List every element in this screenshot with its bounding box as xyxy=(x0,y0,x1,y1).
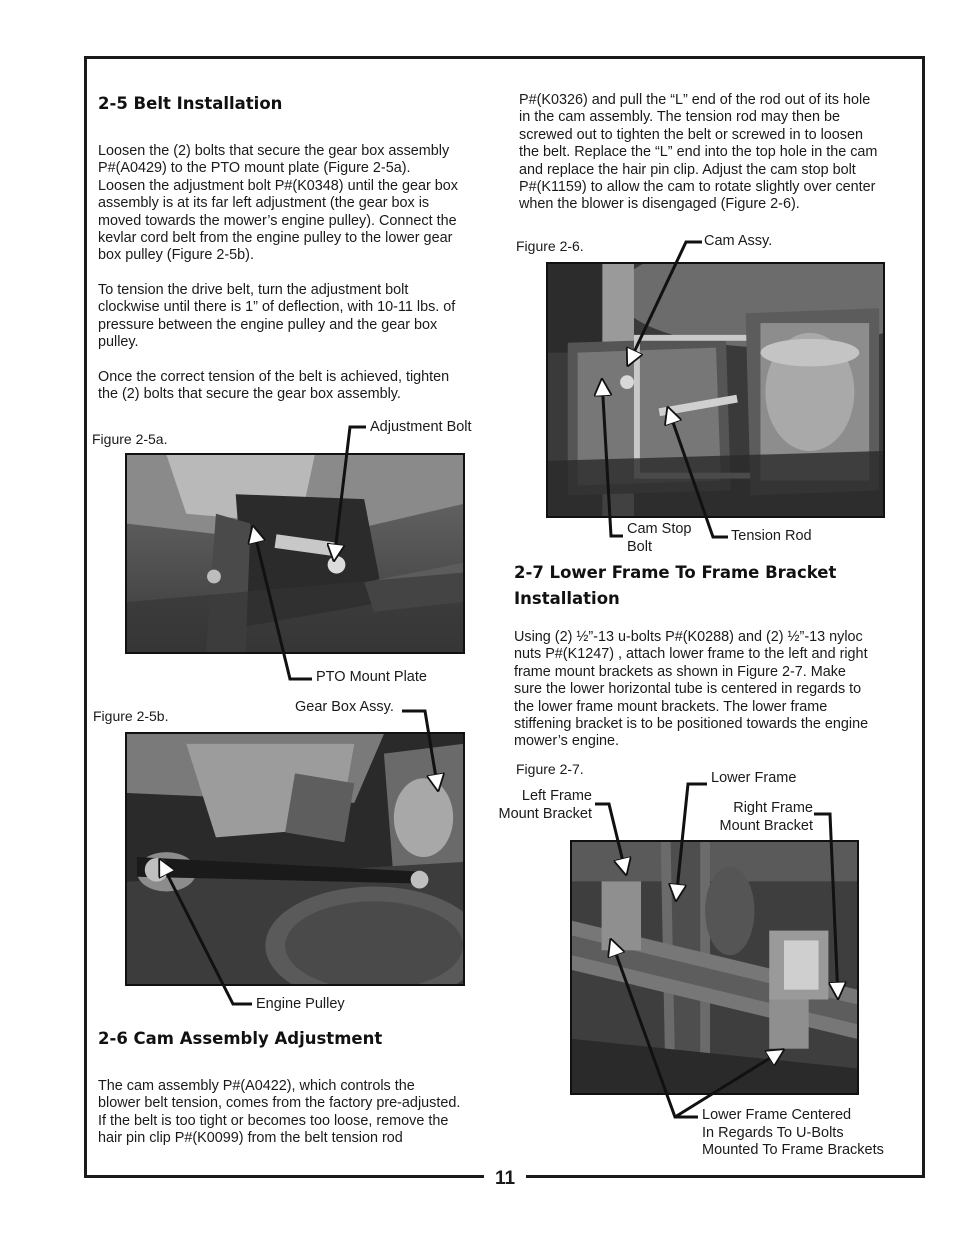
text-line: Using (2) ½”-13 u-bolts P#(K0288) and (2) ½”-13 nyloc xyxy=(514,629,863,645)
text-line: Left Frame xyxy=(521,788,592,804)
text-line: pulley. xyxy=(98,334,139,351)
text-line: Cam Stop xyxy=(627,521,692,537)
figure-2-6-illustration xyxy=(548,264,883,516)
text-line: stiffening bracket is to be positioned towards the engine xyxy=(514,716,869,733)
text-line: Loosen the (2) bolts that secure the gear box assembly xyxy=(98,143,450,159)
text-line: Once the correct tension of the belt is achieved, tighten xyxy=(98,369,450,385)
text-line: hair pin clip P#(K0099) from the belt tension rod xyxy=(98,1130,403,1147)
text-line: To tension the drive belt, turn the adjustment bolt xyxy=(98,282,409,298)
figure-2-5a-caption: Figure 2-5a. xyxy=(92,431,168,447)
text-line: P#(A0429) to the PTO mount plate (Figure 2-5a). xyxy=(98,160,411,177)
text-line: nuts P#(K1247) , attach lower frame to the left and right xyxy=(514,646,868,663)
text-line: in the cam assembly. The tension rod may then be xyxy=(519,109,841,126)
text-line: box pulley (Figure 2-5b). xyxy=(98,247,254,264)
section-2-7-paragraph-1 xyxy=(514,629,868,751)
figure-2-7-illustration xyxy=(572,842,857,1093)
text-line: sure the lower horizontal tube is centered in regards to xyxy=(514,681,862,698)
label-engine-pulley: Engine Pulley xyxy=(256,996,345,1012)
heading-line: Installation xyxy=(514,589,620,608)
text-line: The cam assembly P#(A0422), which controls the xyxy=(98,1078,415,1094)
figure-2-6-caption: Figure 2-6. xyxy=(516,238,584,254)
section-2-5-paragraph-3 xyxy=(98,369,449,404)
text-line: blower belt tension, comes from the factory pre-adjusted. xyxy=(98,1095,461,1112)
section-2-5-paragraph-2 xyxy=(98,282,455,352)
label-cam-stop-bolt xyxy=(627,521,691,556)
label-left-frame-mount-bracket xyxy=(492,788,592,823)
section-2-6-heading: 2-6 Cam Assembly Adjustment xyxy=(98,1029,383,1048)
text-line: Right Frame xyxy=(733,800,813,816)
label-tension-rod: Tension Rod xyxy=(731,528,812,544)
text-line: screwed out to tighten the belt or screwed in to loosen xyxy=(519,126,863,143)
figure-2-7-caption: Figure 2-7. xyxy=(516,761,584,777)
text-line: Mount Bracket xyxy=(719,817,813,834)
text-line: when the blower is disengaged (Figure 2-6). xyxy=(519,196,800,213)
figure-2-5b-illustration xyxy=(127,734,463,984)
text-line: moved towards the mower’s engine pulley). Connect the xyxy=(98,212,457,229)
label-lower-frame-centered xyxy=(702,1107,884,1160)
label-right-frame-mount-bracket xyxy=(712,800,813,835)
text-line: In Regards To U-Bolts xyxy=(702,1124,844,1141)
text-line: and replace the hair pin clip. Adjust the cam stop bolt xyxy=(519,161,856,178)
text-line: the belt. Replace the “L” end into the top hole in the cam xyxy=(519,144,878,161)
figure-2-5b-caption: Figure 2-5b. xyxy=(93,708,169,724)
label-adjustment-bolt: Adjustment Bolt xyxy=(370,419,472,435)
page-number: 11 xyxy=(494,1168,516,1189)
section-2-5-heading: 2-5 Belt Installation xyxy=(98,94,283,113)
text-line: mower’s engine. xyxy=(514,733,620,750)
section-2-5-paragraph-1 xyxy=(98,143,458,265)
text-line: Mounted To Frame Brackets xyxy=(702,1142,884,1158)
figure-2-5b-photo xyxy=(125,732,465,986)
label-pto-mount-plate: PTO Mount Plate xyxy=(316,669,427,685)
section-2-6-paragraph-1 xyxy=(98,1078,460,1148)
text-line: If the belt is too tight or becomes too loose, remove the xyxy=(98,1112,449,1129)
figure-2-7-photo xyxy=(570,840,859,1095)
section-2-6-paragraph-2 xyxy=(519,92,877,214)
text-line: pressure between the engine pulley and the gear box xyxy=(98,316,438,333)
text-line: assembly is at its far left adjustment (the gear box is xyxy=(98,195,430,212)
text-line: the (2) bolts that secure the gear box assembly. xyxy=(98,386,401,403)
text-line: Bolt xyxy=(627,538,652,555)
text-line: Loosen the adjustment bolt P#(K0348) until the gear box xyxy=(98,177,459,194)
text-line: clockwise until there is 1” of deflection, with 10-11 lbs. of xyxy=(98,299,456,316)
figure-2-5a-photo xyxy=(125,453,465,654)
text-line: the lower frame mount brackets. The lower frame xyxy=(514,698,828,715)
figure-2-5a-illustration xyxy=(127,455,463,652)
heading-line: 2-7 Lower Frame To Frame Bracket xyxy=(514,563,837,582)
text-line: frame mount brackets as shown in Figure 2-7. Make xyxy=(514,663,846,680)
page-number-box xyxy=(484,1166,526,1192)
text-line: Lower Frame Centered xyxy=(702,1107,852,1123)
figure-2-6-photo xyxy=(546,262,885,518)
label-lower-frame: Lower Frame xyxy=(711,770,797,786)
text-line: Mount Bracket xyxy=(498,805,592,822)
label-cam-assy: Cam Assy. xyxy=(704,233,773,249)
text-line: kevlar cord belt from the engine pulley to the lower gear xyxy=(98,230,453,247)
text-line: P#(K1159) to allow the cam to rotate slightly over center xyxy=(519,179,876,196)
text-line: P#(K0326) and pull the “L” end of the rod out of its hole xyxy=(519,92,871,108)
section-2-7-heading xyxy=(514,560,836,612)
label-gear-box-assy: Gear Box Assy. xyxy=(295,699,394,715)
